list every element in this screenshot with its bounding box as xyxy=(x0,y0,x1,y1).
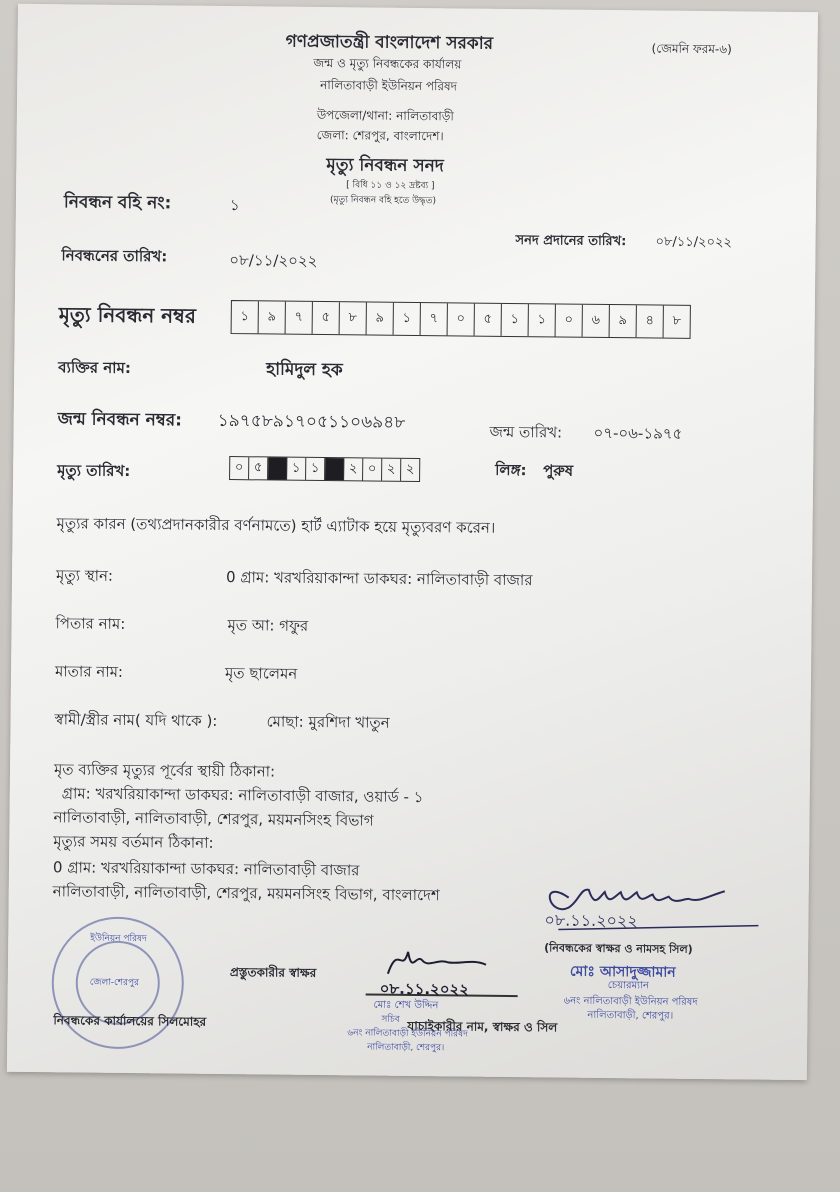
office-seal-label: নিবন্ধকের কার্যালয়ের সিলমোহর xyxy=(53,1013,207,1029)
union-name: নালিতাবাড়ী ইউনিয়ন পরিষদ xyxy=(320,77,458,94)
digit-box: ০ xyxy=(448,303,475,335)
issue-date-label: সনদ প্রদানের তারিখ: xyxy=(515,233,627,250)
digit-box: ৫ xyxy=(313,302,340,334)
spouse-value: মোছা: মুরশিদা খাতুন xyxy=(266,712,390,732)
rule-reference: [ বিধি ১১ ও ১২ দ্রষ্টব্য ] xyxy=(346,180,435,192)
gender-value: পুরুষ xyxy=(543,461,574,480)
death-certificate-page xyxy=(7,4,818,1080)
form-number: (জেমনি ফরম-৬) xyxy=(651,41,732,57)
digit-box: ৯ xyxy=(259,301,286,333)
present-address-line2: নালিতাবাড়ী, নালিতাবাড়ী, শেরপুর, ময়মনসিংহ বিভাগ, বাংলাদেশ xyxy=(52,882,440,905)
registrar-org: ৬নং নালিতাবাড়ী ইউনিয়ন পরিষদ xyxy=(563,995,698,1008)
gender-label: লিঙ্গ: xyxy=(495,460,527,480)
permanent-address-line2: নালিতাবাড়ী, নালিতাবাড়ী, শেরপুর, ময়মনসিংহ বিভাগ xyxy=(53,808,374,830)
birth-registration-label: জন্ম নিবন্ধন নম্বর: xyxy=(57,409,183,431)
district: জেলা: শেরপুর, বাংলাদেশ। xyxy=(316,127,444,144)
register-book-value: ১ xyxy=(229,196,240,215)
date-digit-box: ০ xyxy=(363,458,382,480)
preparer-title: সচিব xyxy=(381,1014,400,1025)
register-book-label: নিবন্ধন বহি নং: xyxy=(63,192,172,214)
father-label: পিতার নাম: xyxy=(55,614,126,633)
digit-box: ৪ xyxy=(637,305,664,337)
digit-box: ৭ xyxy=(286,302,313,334)
mother-label: মাতার নাম: xyxy=(54,662,124,681)
date-digit-box: ২ xyxy=(405,461,415,477)
death-registration-number-boxes xyxy=(231,300,691,339)
digit-box: ৬ xyxy=(583,305,610,337)
date-digit-box: ২ xyxy=(382,459,401,481)
birth-date-value: ০৭-০৬-১৯৭৫ xyxy=(593,423,683,443)
digit-box: ৮ xyxy=(672,313,682,329)
registrar-label: (নিবন্ধকের স্বাক্ষর ও নামসহ সিল) xyxy=(544,941,693,956)
date-digit-box: ২ xyxy=(344,458,363,480)
preparer-name: মোঃ শেখ উদ্দিন xyxy=(373,999,439,1012)
date-separator-box xyxy=(325,458,344,480)
present-address-line1: 0 গ্রাম: খরখরিয়াকান্দা ডাকঘর: নালিতাবাড়ী বাজার xyxy=(52,858,360,880)
spouse-label: স্বামী/স্ত্রীর নাম( যদি থাকে ): xyxy=(54,710,218,730)
date-digit-box: ১ xyxy=(306,458,325,480)
birth-registration-value: ১৯৭৫৮৯১৭০৫১১০৬৯৪৮ xyxy=(217,410,406,433)
death-date-label: মৃত্যু তারিখ: xyxy=(57,461,131,481)
digit-box: ৫ xyxy=(475,304,502,336)
preparer-label: প্রস্তুতকারীর স্বাক্ষর xyxy=(229,965,317,980)
birth-date-label: জন্ম তারিখ: xyxy=(489,422,563,442)
digit-box: ৭ xyxy=(421,303,448,335)
date-digit-box: ১ xyxy=(287,458,306,480)
date-digit-box: ৫ xyxy=(249,457,268,479)
date-separator-box xyxy=(268,457,287,479)
death-place-value: 0 গ্রাম: খরখরিয়াকান্দা ডাকঘর: নালিতাবাড়ী বাজার xyxy=(225,568,533,590)
seal-outer-text: ইউনিয়ন পরিষদ xyxy=(90,933,147,945)
permanent-address-label: মৃত ব্যক্তির মৃত্যুর পূর্বের স্থায়ী ঠিকানা: xyxy=(53,760,276,781)
death-registration-label: মৃত্যু নিবন্ধন নম্বর xyxy=(58,302,197,328)
digit-box: ৯ xyxy=(367,302,394,334)
digit-box: ০ xyxy=(556,304,583,336)
digit-box: ৮ xyxy=(340,302,367,334)
permanent-address-line1: গ্রাম: খরখরিয়াকান্দা ডাকঘর: নালিতাবাড়ী বাজার, ওয়ার্ড - ১ xyxy=(61,784,424,807)
present-address-label: মৃত্যুর সময় বর্তমান ঠিকানা: xyxy=(53,832,214,852)
registrar-name: মোঃ আসাদুজ্জামান xyxy=(569,963,676,981)
seal-inner-text: জেলা-শেরপুর xyxy=(89,977,140,989)
death-cause: মৃত্যুর কারন (তথ্যপ্রদানকারীর বর্ণনামতে) হার্ট এ্যাটাক হয়ে মৃত্যুবরণ করেন। xyxy=(56,514,496,537)
person-name-label: ব্যক্তির নাম: xyxy=(58,358,131,378)
digit-box: ৯ xyxy=(610,305,637,337)
registrar-location: নালিতাবাড়ী, শেরপুর। xyxy=(587,1009,674,1022)
issue-date-value: ০৮/১১/২০২২ xyxy=(655,234,732,251)
government-title: গণপ্রজাতন্ত্রী বাংলাদেশ সরকার xyxy=(285,31,494,54)
digit-box: ১ xyxy=(529,304,556,336)
verifier-label: যাচাইকারীর নাম, স্বাক্ষর ও সিল xyxy=(407,1018,558,1035)
registrar-title: চেয়ারম্যান xyxy=(607,980,649,992)
registrar-sign-date: ০৮.১১.২০২২ xyxy=(544,910,638,931)
date-digit-box: ০ xyxy=(230,457,249,479)
office-name: জন্ম ও মৃত্যু নিবন্ধকের কার্যালয় xyxy=(313,55,462,72)
preparer-org: ৬নং নালিতাবাড়ী ইউনিয়ন পরিষদ xyxy=(347,1028,468,1040)
digit-box: ১ xyxy=(502,304,529,336)
extract-note: (মৃত্যু নিবন্ধন বহি হতে উদ্ধৃত) xyxy=(329,195,437,207)
preparer-sign-date: ০৮.১১.২০২২ xyxy=(379,979,470,999)
death-place-label: মৃত্যু স্থান: xyxy=(55,566,114,585)
digit-box: ১ xyxy=(232,301,259,333)
mother-value: মৃত ছালেমন xyxy=(224,664,298,683)
digit-box: ১ xyxy=(394,303,421,335)
registration-date-value: ০৮/১১/২০২২ xyxy=(229,251,318,270)
upazila: উপজেলা/থানা: নালিতাবাড়ী xyxy=(316,107,454,124)
registration-date-label: নিবন্ধনের তারিখ: xyxy=(61,246,168,266)
certificate-title: মৃত্যু নিবন্ধন সনদ xyxy=(326,155,444,177)
father-value: মৃত আ: গফুর xyxy=(227,616,309,635)
death-date-boxes xyxy=(229,456,420,482)
preparer-location: নালিতাবাড়ী, শেরপুর। xyxy=(367,1042,445,1054)
person-name-value: হামিদুল হক xyxy=(266,359,343,381)
